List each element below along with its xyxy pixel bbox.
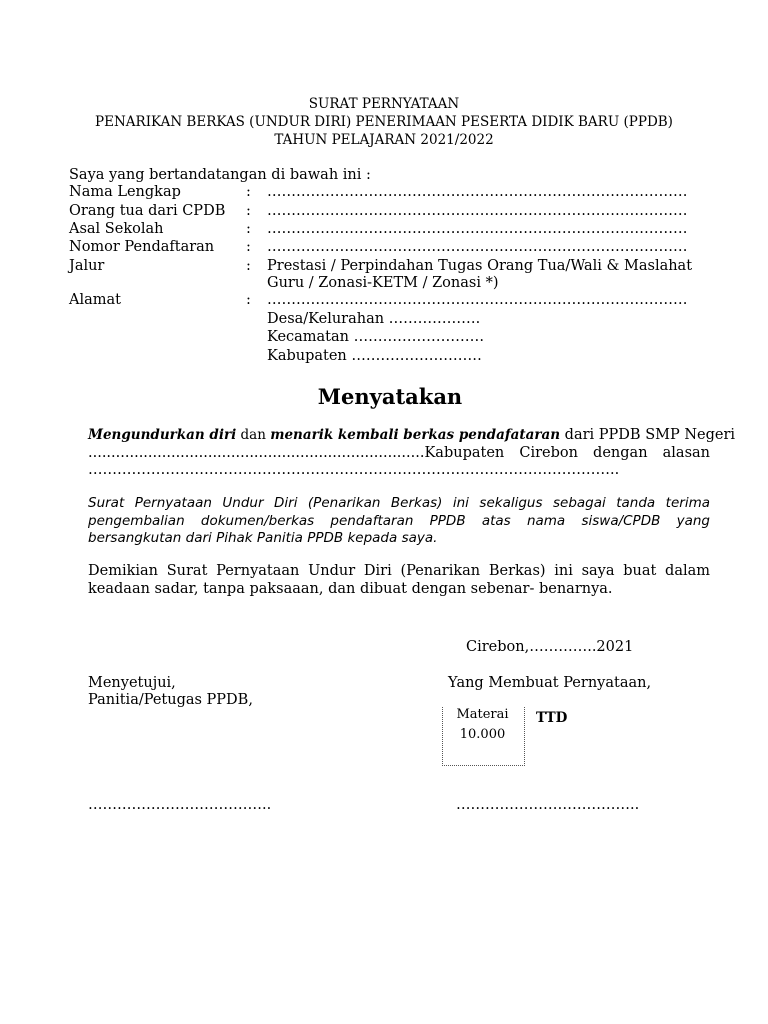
colon-orangtua: : — [246, 203, 251, 219]
materai-value: 10.000 — [459, 727, 506, 742]
label-jalur: Jalur — [69, 258, 105, 274]
place-date[interactable]: Cirebon,…………..2021 — [466, 639, 634, 655]
field-nomor-pendaftaran[interactable]: …………………………………………………………………………… — [267, 239, 688, 255]
colon-alamat: : — [246, 292, 251, 308]
right-sign-line[interactable]: ……………………………….. — [456, 797, 640, 813]
statement-bold1: Mengundurkan diri — [88, 427, 237, 443]
colon-nomor: : — [246, 239, 251, 255]
left-sign-line[interactable]: ……………………………….. — [88, 797, 272, 813]
note-line2: pengembalian dokumen/berkas pendaftaran PPDB atas nama siswa/CPDB yang — [88, 513, 710, 529]
colon-asal: : — [246, 221, 251, 237]
field-desa[interactable]: Desa/Kelurahan ………………. — [267, 311, 481, 327]
doc-year: TAHUN PELAJARAN 2021/2022 — [274, 132, 494, 148]
right-sign-title: Yang Membuat Pernyataan, — [448, 675, 652, 691]
field-orangtua[interactable]: …………………………………………………………………………… — [267, 203, 688, 219]
label-alamat: Alamat — [69, 292, 121, 308]
label-orangtua: Orang tua dari CPDB — [69, 203, 226, 219]
label-nama: Nama Lengkap — [69, 184, 181, 200]
left-sign-committee: Panitia/Petugas PPDB, — [88, 692, 253, 708]
field-kecamatan[interactable]: Kecamatan ……………………… — [267, 329, 485, 345]
statement-mid1: dan — [236, 427, 271, 443]
statement-line2: .........................................................................Kabupaten Cirebon dengan alasan — [88, 445, 710, 461]
statement-line1 — [88, 427, 735, 443]
statement-line3: ……………………………………………………………………………………………….. — [88, 462, 620, 478]
label-asal-sekolah: Asal Sekolah — [69, 221, 164, 237]
closing-line1: Demikian Surat Pernyataan Undur Diri (Penarikan Berkas) ini saya buat dalam — [88, 563, 710, 579]
left-sign-approval: Menyetujui, — [88, 675, 176, 691]
materai-label: Materai — [456, 707, 509, 722]
note-line3: bersangkutan dari Pihak Panitia PPDB kepada saya. — [88, 530, 438, 546]
statement-bold2: menarik kembali berkas pendafataran — [270, 427, 561, 443]
field-kabupaten[interactable]: Kabupaten ……………………… — [267, 348, 482, 364]
jalur-options-line1: Prestasi / Perpindahan Tugas Orang Tua/Wali & Maslahat — [267, 258, 693, 274]
field-alamat[interactable]: …………………………………………………………………………… — [267, 292, 688, 308]
note-line1: Surat Pernyataan Undur Diri (Penarikan Berkas) ini sekaligus sebagai tanda terima — [88, 495, 710, 511]
closing-line2: keadaan sadar, tanpa paksaaan, dan dibuat dengan sebenar- benarnya. — [88, 581, 613, 597]
ttd-label: TTD — [536, 710, 568, 726]
colon-nama: : — [246, 184, 251, 200]
declare-heading: Menyatakan — [317, 384, 463, 409]
colon-jalur: : — [246, 258, 251, 274]
doc-subtitle: PENARIKAN BERKAS (UNDUR DIRI) PENERIMAAN PESERTA DIDIK BARU (PPDB) — [95, 114, 673, 130]
label-nomor-pendaftaran: Nomor Pendaftaran — [69, 239, 215, 255]
field-nama[interactable]: …………………………………………………………………………… — [267, 184, 688, 200]
field-asal-sekolah[interactable]: …………………………………………………………………………… — [267, 221, 688, 237]
statement-rest1: dari PPDB SMP Negeri — [560, 427, 736, 443]
doc-title: SURAT PERNYATAAN — [308, 96, 460, 112]
jalur-options-line2: Guru / Zonasi-KETM / Zonasi *) — [267, 275, 499, 291]
intro-text: Saya yang bertandatangan di bawah ini : — [69, 167, 371, 183]
